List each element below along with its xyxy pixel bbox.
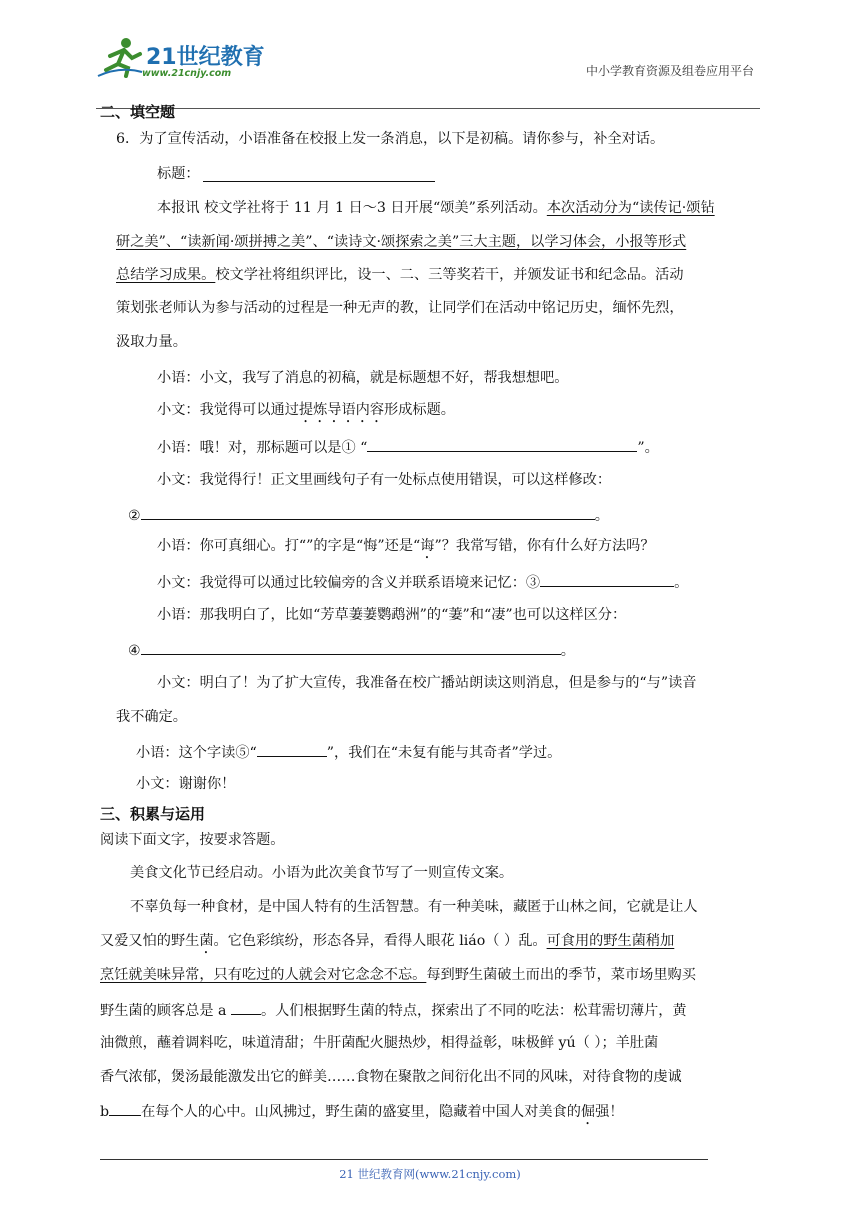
dialogue-5: 小语：你可真细心。打“”的字是“悔”还是“诲”？我常写错，你有什么好方法吗？	[157, 538, 655, 554]
header-divider	[96, 108, 760, 109]
blank-1-line	[367, 437, 637, 452]
dialogue-9: 小语：这个字读⑤“ ”，我们在“未复有能与其奇者”学过。	[136, 742, 561, 762]
dialogue-8-line-2: 我不确定。	[116, 709, 187, 725]
news-line-3: 总结学习成果。校文学社将组织评比，设一、二、三等奖若干，并颁发证书和纪念品。活动	[116, 267, 684, 283]
news-line-1: 本报讯 校文学社将于 11 月 1 日～3 日开展“颂美”系列活动。本次活动分为“读传记·颂钻	[157, 200, 715, 216]
blank-2: ② 。	[128, 505, 609, 525]
ad-line-3: 烹饪就美味异常，只有吃过的人就会对它念念不忘。每到野生菌破土而出的季节，菜市场里购买	[100, 967, 696, 983]
dialogue-2: 小文：我觉得可以通过提炼导语内容形成标题。	[157, 402, 455, 418]
section-title-fill-blank: 二、填空题	[100, 103, 176, 121]
news-line-5: 汲取力量。	[116, 334, 187, 350]
ad-line-6: 香气浓郁，煲汤最能激发出它的鲜美……食物在聚散之间衍化出不同的风味，对待食物的虔诚	[100, 1069, 682, 1085]
ad-line-1: 不辜负每一种食材，是中国人特有的生活智慧。有一种美味，藏匿于山林之间，它就是让人	[130, 899, 698, 915]
logo-text: 21世纪教育	[146, 45, 265, 70]
ad-line-2: 又爱又怕的野生菌。它色彩缤纷，形态各异，看得人眼花 liáo（ ）乱。可食用的野生菌稍加	[100, 933, 675, 949]
news-line-2: 研之美”、“读新闻·颂拼搏之美”、“读诗文·颂探索之美”三大主题，以学习体会，小报等形式	[116, 234, 687, 250]
blank-2-line	[141, 505, 595, 520]
runner-logo-icon	[96, 36, 144, 78]
logo-url: www.21cnjy.com	[142, 68, 232, 79]
question-6-stem: 6．为了宣传活动，小语准备在校报上发一条消息，以下是初稿。请你参与，补全对话。	[116, 131, 665, 147]
dialogue-1: 小语：小文，我写了消息的初稿，就是标题想不好，帮我想想吧。	[157, 370, 569, 386]
title-label: 标题：	[157, 166, 200, 182]
footer-divider	[100, 1159, 708, 1160]
dialogue-7: 小语：那我明白了，比如“芳草萋萋鹦鹉洲”的“萋”和“凄”也可以这样区分：	[157, 607, 627, 623]
dialogue-6: 小文：我觉得可以通过比较偏旁的含义并联系语境来记忆：③ 。	[157, 572, 688, 592]
news-line-4: 策划张老师认为参与活动的过程是一种无声的教，让同学们在活动中铭记历史，缅怀先烈，	[116, 300, 684, 316]
dialogue-4: 小文：我觉得行！正文里画线句子有一处标点使用错误，可以这样修改：	[157, 472, 612, 488]
ad-line-5: 油微煎，蘸着调料吃，味道清甜；牛肝菌配火腿热炒，相得益彰，味极鲜 yú（ ）；羊肚菌	[100, 1035, 659, 1051]
blank-4-line	[141, 640, 561, 655]
blank-5-line	[257, 742, 327, 757]
footer-text: 21 世纪教育网(www.21cnjy.com)	[339, 1167, 521, 1181]
section3-intro: 阅读下面文字，按要求答题。	[100, 832, 285, 848]
ad-intro: 美食文化节已经启动。小语为此次美食节写了一则宣传文案。	[130, 865, 514, 881]
blank-a-line	[231, 1000, 261, 1015]
blank-b-line	[109, 1101, 141, 1116]
dialogue-10: 小文：谢谢你！	[136, 776, 236, 792]
blank-4: ④ 。	[128, 640, 575, 660]
dialogue-8-line-1: 小文：明白了！为了扩大宣传，我准备在校广播站朗读这则消息，但是参与的“与”读音	[157, 675, 697, 691]
section-title-accumulation: 三、积累与运用	[100, 805, 206, 823]
ad-line-4: 野生菌的顾客总是 a 。人们根据野生菌的特点，探索出了不同的吃法：松茸需切薄片，黄	[100, 1000, 687, 1020]
platform-name: 中小学教育资源及组卷应用平台	[585, 64, 754, 78]
dialogue-3: 小语：哦！对，那标题可以是① “ ”。	[157, 437, 659, 457]
blank-3-line	[540, 572, 674, 587]
site-logo	[96, 36, 296, 78]
page-header	[96, 30, 760, 80]
ad-line-7: b 在每个人的心中。山风拂过，野生菌的盛宴里，隐藏着中国人对美食的倔强！	[100, 1101, 624, 1128]
title-answer-line	[203, 181, 435, 182]
